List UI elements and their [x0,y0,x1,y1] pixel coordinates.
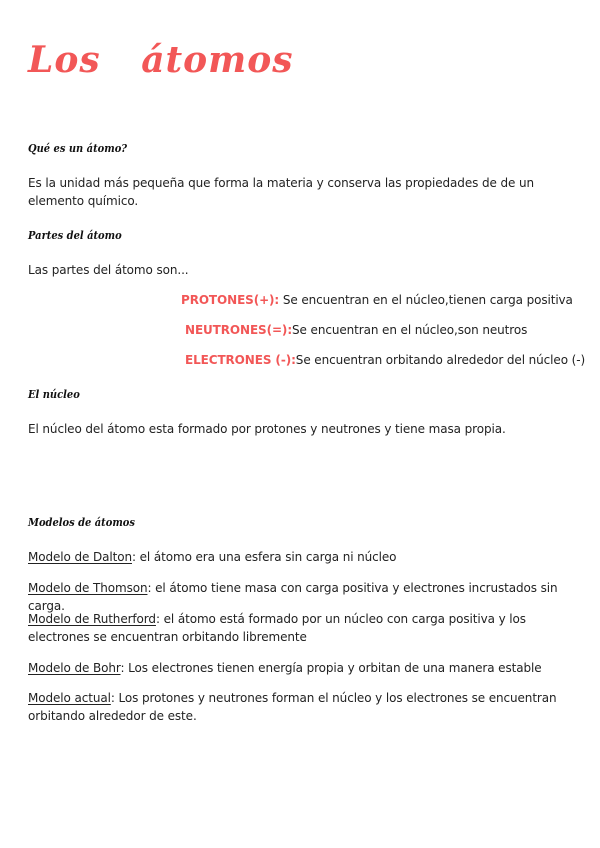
part-name-electrons: ELECTRONES (-): [185,353,296,367]
paragraph-atom-definition: Es la unidad más pequeña que forma la materia y conserva las propiedades de de un elemento químico. [28,176,535,208]
part-name-protons: PROTONES(+): [181,293,280,307]
part-desc-neutrons: Se encuentran en el núcleo,son neutros [292,323,528,337]
model-name-thomson: Modelo de Thomson [28,581,148,595]
heading-atom-parts: Partes del átomo [28,228,122,242]
model-desc-dalton: : el átomo era una esfera sin carga ni núcleo [131,550,397,564]
model-dalton [28,548,576,566]
model-desc-rutherford: : el átomo está formado por un núcleo con carga positiva y los electrones se encuentran orbitando libremente [28,612,526,644]
list-item-protons [181,291,573,309]
list-item-electrons [185,351,585,369]
model-name-dalton: Modelo de Dalton [28,550,132,564]
model-current [28,689,576,725]
heading-what-is-atom: Qué es un átomo? [28,141,128,155]
model-name-rutherford: Modelo de Rutherford [28,612,156,626]
part-name-neutrons: NEUTRONES(=): [185,323,293,337]
part-desc-electrons: Se encuentran orbitando alrededor del núcleo (-) [295,353,586,367]
paragraph-parts-intro: Las partes del átomo son... [28,263,189,277]
model-name-bohr: Modelo de Bohr [28,661,121,675]
heading-atom-models: Modelos de átomos [28,515,135,529]
model-desc-current: : Los protones y neutrones forman el núcleo y los electrones se encuentran orbitando alrededor de este. [28,691,557,723]
page-title: Los átomos [28,39,294,81]
part-desc-protons: Se encuentran en el núcleo,tienen carga positiva [279,293,573,307]
list-item-neutrons [185,321,527,339]
paragraph-nucleus: El núcleo del átomo esta formado por protones y neutrones y tiene masa propia. [28,422,506,436]
heading-nucleus: El núcleo [28,387,80,401]
model-rutherford [28,610,576,646]
model-bohr [28,659,576,677]
model-name-current: Modelo actual [28,691,111,705]
model-desc-thomson: : el átomo tiene masa con carga positiva y electrones incrustados sin carga. [28,581,558,613]
model-desc-bohr: : Los electrones tienen energía propia y orbitan de una manera estable [120,661,542,675]
